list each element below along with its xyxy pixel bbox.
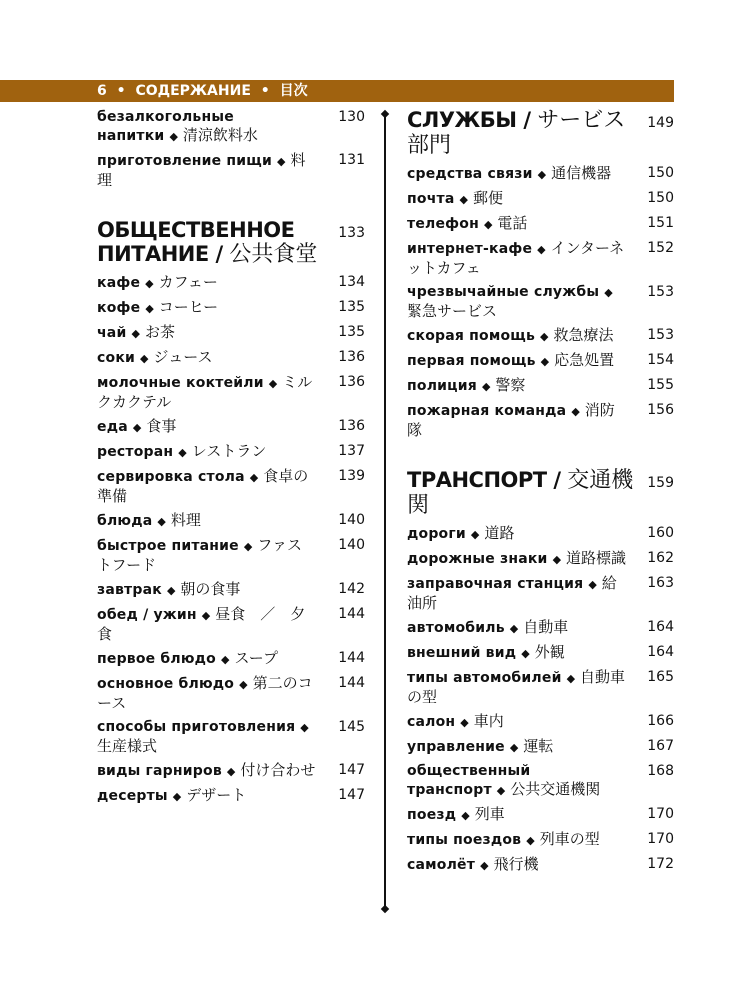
entry-text: [407, 737, 627, 757]
entry-title-ja: 道路: [484, 524, 515, 542]
page-number: 145: [338, 719, 365, 735]
section-title: [97, 218, 327, 267]
entry-text: [407, 712, 627, 732]
page-number: 6: [97, 83, 107, 99]
page-number: 150: [647, 190, 674, 206]
diamond-icon: ◆: [243, 540, 253, 553]
entry-title-ja: デザート: [186, 786, 247, 804]
entry-title-ja: 郵便: [472, 189, 503, 207]
entry-title-ru: завтрак: [97, 582, 162, 598]
header-bullet: •: [116, 83, 126, 99]
entry-text: [407, 283, 627, 321]
diamond-icon: ◆: [131, 327, 140, 340]
entry-title-ru: быстрое питание: [97, 538, 239, 554]
entry-title-ja: 列車の型: [539, 830, 600, 848]
page-number: 170: [647, 806, 674, 822]
entry-title-ja: 食卓の準備: [97, 467, 309, 505]
toc-entry[interactable]: [97, 442, 365, 462]
entry-title-ja: 緊急サービス: [407, 302, 498, 320]
diamond-icon: ◆: [509, 622, 519, 635]
page-number: 154: [647, 352, 674, 368]
toc-entry[interactable]: [407, 574, 674, 613]
entry-title-ja: 清涼飲料水: [182, 126, 258, 144]
entry-title-ru: автомобиль: [407, 620, 505, 636]
diamond-icon: ◆: [470, 528, 480, 541]
page-number: 150: [647, 165, 674, 181]
page-number: 166: [647, 713, 674, 729]
entry-title-ja: 救急療法: [553, 326, 614, 344]
page-number: 153: [647, 284, 674, 300]
entry-title-ja: 飛行機: [493, 855, 539, 873]
toc-section-heading[interactable]: [97, 218, 365, 267]
page-number: 153: [647, 327, 674, 343]
page-number: 160: [647, 525, 674, 541]
entry-title-ja: 朝の食事: [180, 580, 241, 598]
section-title-ru: ОБЩЕСТВЕННОЕ ПИТАНИЕ /: [97, 218, 295, 266]
toc-entry[interactable]: [407, 164, 674, 184]
entry-title-ja: 運転: [523, 737, 554, 755]
entry-title-ru: приготовление пищи: [97, 153, 272, 169]
entry-title-ja: 第二のコース: [97, 674, 313, 712]
page-number: 164: [647, 619, 674, 635]
entry-title-ru: виды гарниров: [97, 763, 222, 779]
entry-text: [407, 351, 627, 371]
entry-title-ru: самолёт: [407, 857, 476, 873]
page-number: 159: [647, 475, 674, 491]
entry-text: [407, 830, 627, 850]
page-number: 140: [338, 537, 365, 553]
entry-text: [407, 643, 627, 663]
entry-title-ru: дороги: [407, 526, 466, 542]
diamond-icon: ◆: [496, 784, 506, 797]
entry-title-ru: кофе: [97, 300, 141, 316]
entry-title-ja: 料理: [97, 151, 306, 189]
entry-title-ru: салон: [407, 714, 456, 730]
toc-entry[interactable]: [97, 151, 365, 190]
page-number: 135: [338, 299, 365, 315]
entry-title-ru: заправочная станция: [407, 576, 584, 592]
toc-entry[interactable]: [407, 376, 674, 396]
diamond-icon: ◆: [239, 678, 248, 691]
toc-entry[interactable]: [97, 373, 365, 412]
diamond-icon: ◆: [483, 218, 493, 231]
diamond-icon: ◆: [166, 584, 176, 597]
diamond-icon: ◆: [145, 277, 154, 290]
diamond-icon: ◆: [526, 834, 535, 847]
diamond-icon: ◆: [521, 647, 530, 660]
diamond-icon: ◆: [481, 380, 491, 393]
entry-title-ja: インターネットカフェ: [407, 239, 625, 277]
page-number: 147: [338, 762, 365, 778]
section-title-ja: 交通機関: [407, 468, 634, 518]
entry-text: [97, 718, 317, 756]
entry-title-ja: 列車: [474, 805, 505, 823]
entry-title-ru: первая помощь: [407, 353, 536, 369]
diamond-icon: ◆: [459, 193, 468, 206]
entry-title-ja: 付け合わせ: [240, 761, 316, 779]
entry-title-ja: 自動車の型: [407, 668, 626, 706]
entry-title-ru: скорая помощь: [407, 328, 536, 344]
entry-title-ru: полиция: [407, 378, 477, 394]
diamond-icon: ◆: [571, 405, 580, 418]
entry-text: [97, 674, 317, 713]
page-number: 155: [647, 377, 674, 393]
entry-title-ja: 消防隊: [407, 401, 615, 439]
entry-text: [97, 151, 317, 190]
entry-title-ja: 料理: [170, 511, 201, 529]
entry-text: [97, 442, 317, 462]
diamond-icon: ◆: [540, 355, 550, 368]
entry-title-ja: 応急処置: [554, 351, 615, 369]
entry-text: [407, 524, 627, 544]
toc-entry[interactable]: [407, 239, 674, 278]
entry-title-ja: 通信機器: [551, 164, 612, 182]
page-number: 131: [338, 152, 365, 168]
entry-title-ru: безалкогольные напитки: [97, 109, 234, 144]
diamond-icon: ◆: [460, 716, 469, 729]
page-number: 168: [647, 763, 674, 779]
entry-text: [97, 467, 317, 506]
entry-text: [407, 855, 627, 875]
entry-title-ru: чрезвычайные службы: [407, 284, 600, 300]
entry-title-ja: カフェー: [158, 273, 218, 291]
toc-entry[interactable]: [97, 580, 365, 600]
entry-title-ru: кафе: [97, 275, 141, 291]
diamond-icon: ◆: [140, 352, 149, 365]
entry-title-ja: 昼食 ／ 夕食: [97, 605, 306, 643]
diamond-icon: ◆: [537, 168, 547, 181]
entry-text: [97, 373, 317, 412]
entry-title-ru: чай: [97, 325, 127, 341]
toc-entry[interactable]: [97, 417, 365, 437]
page-number: 133: [338, 225, 365, 241]
entry-title-ja: 警察: [495, 376, 526, 394]
toc-entry[interactable]: [97, 536, 365, 575]
diamond-icon: ◆: [277, 155, 286, 168]
page-number: 147: [338, 787, 365, 803]
toc-entry[interactable]: [407, 737, 674, 757]
entry-title-ja: 食事: [146, 417, 177, 435]
page-number: 140: [338, 512, 365, 528]
diamond-icon: ◆: [178, 446, 187, 459]
diamond-icon: ◆: [552, 553, 562, 566]
entry-title-ru: почта: [407, 191, 455, 207]
page-number: 136: [338, 374, 365, 390]
entry-title-ru: внешний вид: [407, 645, 517, 661]
diamond-icon: ◆: [221, 653, 230, 666]
toc-entry[interactable]: [407, 189, 674, 209]
page-number: 144: [338, 606, 365, 622]
section-title-ru: ТРАНСПОРТ /: [407, 468, 561, 492]
entry-title-ja: 外観: [534, 643, 565, 661]
section-title-ja: サービス部門: [407, 108, 626, 158]
diamond-icon: ◆: [566, 672, 576, 685]
page-number: 172: [647, 856, 674, 872]
page-number: 152: [647, 240, 674, 256]
entry-text: [97, 761, 317, 781]
entry-title-ru: пожарная команда: [407, 403, 567, 419]
page-number: 136: [338, 349, 365, 365]
toc-entry[interactable]: [97, 108, 365, 146]
entry-title-ru: соки: [97, 350, 136, 366]
entry-text: [97, 536, 317, 575]
toc-entry[interactable]: [97, 323, 365, 343]
entry-title-ru: основное блюдо: [97, 676, 235, 692]
section-title-ru: СЛУЖБЫ /: [407, 108, 531, 132]
entry-text: [97, 417, 317, 437]
entry-title-ru: молочные коктейли: [97, 375, 264, 391]
toc-entry[interactable]: [407, 855, 674, 875]
section-title-ja: 公共食堂: [229, 242, 318, 267]
entry-text: [407, 214, 627, 234]
toc-entry[interactable]: [407, 643, 674, 663]
diamond-icon: ◆: [172, 790, 182, 803]
toc-entry[interactable]: [97, 273, 365, 293]
entry-text: [407, 401, 627, 440]
diamond-icon: ◆: [540, 330, 549, 343]
diamond-icon: ◆: [480, 859, 489, 872]
entry-title-ru: интернет-кафе: [407, 241, 533, 257]
entry-title-ja: コーヒー: [158, 298, 219, 316]
entry-title-ru: обед / ужин: [97, 607, 197, 623]
entry-text: [97, 323, 317, 343]
toc-entry[interactable]: [407, 326, 674, 346]
entry-text: [407, 805, 627, 825]
diamond-icon: ◆: [249, 471, 259, 484]
entry-text: [97, 273, 317, 293]
entry-title-ja: お茶: [144, 323, 175, 341]
header-bullet: •: [260, 83, 270, 99]
toc-entry[interactable]: [407, 401, 674, 440]
entry-text: [407, 239, 627, 278]
page-number: 137: [338, 443, 365, 459]
entry-text: [97, 108, 317, 146]
page-number: 136: [338, 418, 365, 434]
page-number: 151: [647, 215, 674, 231]
entry-title-ru: блюда: [97, 513, 153, 529]
entry-title-ru: типы поездов: [407, 832, 522, 848]
entry-text: [407, 574, 627, 613]
entry-title-ja: 公共交通機関: [510, 780, 601, 798]
toc-entry[interactable]: [97, 298, 365, 318]
entry-title-ru: типы автомобилей: [407, 670, 562, 686]
page-header: [0, 80, 674, 102]
toc-entry[interactable]: [97, 511, 365, 531]
toc-entry[interactable]: [407, 762, 674, 800]
page-number: 139: [338, 468, 365, 484]
toc-entry[interactable]: [407, 351, 674, 371]
page-number: 167: [647, 738, 674, 754]
diamond-icon: ◆: [201, 609, 211, 622]
entry-text: [407, 376, 627, 396]
entry-title-ja: 車内: [473, 712, 504, 730]
toc-entry[interactable]: [97, 761, 365, 781]
entry-title-ru: дорожные знаки: [407, 551, 548, 567]
entry-title-ja: 生産様式: [97, 737, 158, 755]
entry-title-ru: сервировка стола: [97, 469, 245, 485]
column-divider: [384, 114, 386, 909]
toc-entry[interactable]: [407, 524, 674, 544]
page-number: 156: [647, 402, 674, 418]
entry-text: [407, 762, 627, 800]
entry-text: [407, 549, 627, 569]
page-number: 165: [647, 669, 674, 685]
toc-entry[interactable]: [97, 718, 365, 756]
entry-text: [407, 326, 627, 346]
page-number: 135: [338, 324, 365, 340]
entry-title-ru: поезд: [407, 807, 457, 823]
entry-title-ru: ресторан: [97, 444, 174, 460]
entry-text: [97, 605, 317, 644]
entry-title-ja: スープ: [234, 649, 278, 667]
toc-section-heading[interactable]: [407, 468, 674, 518]
toc-entry[interactable]: [407, 283, 674, 321]
entry-text: [407, 164, 627, 184]
toc-entry[interactable]: [407, 214, 674, 234]
entry-title-ru: телефон: [407, 216, 479, 232]
entry-title-ja: ジュース: [153, 348, 213, 366]
diamond-icon: ◆: [132, 421, 142, 434]
entry-title-ru: способы приготовления: [97, 719, 296, 735]
page-number: 144: [338, 675, 365, 691]
entry-title-ja: ミルクカクテル: [97, 373, 313, 411]
toc-entry[interactable]: [407, 805, 674, 825]
toc-entry[interactable]: [407, 830, 674, 850]
entry-title-ru: первое блюдо: [97, 651, 217, 667]
entry-title-ja: 給油所: [407, 574, 617, 612]
page-number: 142: [338, 581, 365, 597]
diamond-icon: ◆: [537, 243, 546, 256]
diamond-icon: ◆: [169, 130, 178, 143]
page-number: 170: [647, 831, 674, 847]
entry-text: [407, 189, 627, 209]
header-title-ru: СОДЕРЖАНИЕ: [135, 83, 251, 99]
page-number: 162: [647, 550, 674, 566]
entry-text: [97, 649, 317, 669]
entry-title-ja: ファストフード: [97, 536, 303, 574]
toc-entry[interactable]: [97, 786, 365, 806]
page-number: 164: [647, 644, 674, 660]
toc-entry[interactable]: [407, 549, 674, 569]
toc-column-right: [407, 108, 674, 880]
entry-title-ru: еда: [97, 419, 128, 435]
entry-text: [97, 298, 317, 318]
entry-text: [407, 618, 627, 638]
entry-title-ja: レストラン: [191, 442, 267, 460]
diamond-icon: ◆: [300, 721, 309, 734]
section-title: [407, 108, 637, 158]
entry-title-ja: 自動車: [523, 618, 569, 636]
toc-entry[interactable]: [407, 712, 674, 732]
toc-entry[interactable]: [407, 618, 674, 638]
entry-text: [97, 511, 317, 531]
page-number: 144: [338, 650, 365, 666]
diamond-icon: ◆: [604, 286, 613, 299]
entry-text: [97, 580, 317, 600]
section-title: [407, 468, 637, 518]
toc-section-heading[interactable]: [407, 108, 674, 158]
page-number: 149: [647, 115, 674, 131]
toc-entry[interactable]: [97, 649, 365, 669]
diamond-icon: ◆: [509, 741, 519, 754]
toc-entry[interactable]: [407, 668, 674, 707]
entry-title-ru: управление: [407, 739, 505, 755]
entry-title-ja: 電話: [497, 214, 528, 232]
diamond-icon: ◆: [461, 809, 470, 822]
diamond-icon: ◆: [157, 515, 166, 528]
entry-text: [407, 668, 627, 707]
page-number: 163: [647, 575, 674, 591]
diamond-icon: ◆: [588, 578, 597, 591]
page-number: 134: [338, 274, 365, 290]
toc-entry[interactable]: [97, 348, 365, 368]
entry-title-ru: десерты: [97, 788, 168, 804]
entry-text: [97, 348, 317, 368]
diamond-icon: ◆: [145, 302, 154, 315]
diamond-icon: ◆: [226, 765, 236, 778]
entry-title-ja: 道路標識: [566, 549, 627, 567]
toc-entry[interactable]: [97, 605, 365, 644]
entry-title-ru: общественный транспорт: [407, 763, 531, 798]
toc-column-left: [97, 108, 365, 811]
entry-text: [97, 786, 317, 806]
diamond-icon: ◆: [268, 377, 278, 390]
toc-entry[interactable]: [97, 467, 365, 506]
header-title-ja: 目次: [279, 83, 308, 99]
entry-title-ru: средства связи: [407, 166, 533, 182]
page-number: 130: [338, 109, 365, 125]
toc-entry[interactable]: [97, 674, 365, 713]
